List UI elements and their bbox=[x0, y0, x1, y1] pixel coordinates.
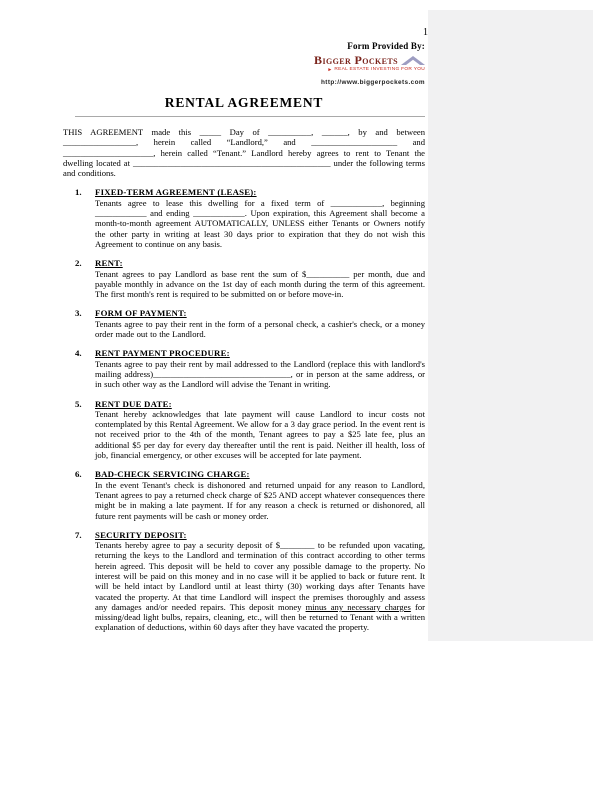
section-rent bbox=[63, 258, 425, 299]
section-number: 7. bbox=[75, 529, 82, 540]
numbered-sections bbox=[63, 187, 425, 632]
section-text-post: for missing/dead light bulbs, repairs, cleaning, etc., will then be returned to Tenant with a written explanation of deductions, within 60 days after they have vacated the property. bbox=[95, 601, 425, 633]
section-text: Tenants agree to pay their rent by mail addressed to the Landlord (replace this with landlord's mailing address)________________________________, or in person at the same address, or in such other way as the Landlord will advise the Tenant in writing. bbox=[95, 358, 425, 390]
section-fixed-term bbox=[63, 187, 425, 249]
section-rent-due-date bbox=[63, 399, 425, 461]
section-text-pre: Tenants hereby agree to pay a security deposit of $________ to be refunded upon vacating, returning the keys to the Landlord and termination of this contract according to other terms herein agreed. This deposit will be held to cover any possible damage to the property. No interest will be paid on this money and in no case will it be applied to back or future rent. It will be held intact by Landlord until at least thirty (30) working days after Tenants have vacated the property. At that time Landlord will inspect the premises thoroughly and assess any damages and/or needed repairs. This deposit money bbox=[95, 540, 425, 612]
brand-url: http://www.biggerpockets.com bbox=[321, 79, 425, 86]
brand-tagline: REAL ESTATE INVESTING FOR YOU bbox=[334, 67, 425, 72]
page-number: 1 bbox=[423, 27, 428, 38]
section-heading: RENT DUE DATE: bbox=[95, 398, 172, 409]
brand-wordmark: Bigger Pockets bbox=[314, 53, 398, 67]
section-text: In the event Tenant's check is dishonored and returned unpaid for any reason to Landlord, Tenant agrees to pay a returned check charge of $25 AND accept whatever consequences there might be in making a late payment. If for any reason a check is returned or dishonored, all future rent payments will be cash or money order. bbox=[95, 479, 425, 521]
section-text bbox=[95, 540, 425, 633]
document-body bbox=[63, 0, 425, 642]
intro-paragraph: THIS AGREEMENT made this _____ Day of __________, ______, by and between _________________, herein called “Landlord,” and ____________________ and _____________________, herein called “Tenant.” Landlord hereby agrees to rent to Tenant the dwelling located at ______________________________________________ under the following terms and conditions. bbox=[63, 127, 425, 179]
section-security-deposit bbox=[63, 530, 425, 633]
section-text-underlined: minus any necessary charges bbox=[305, 601, 411, 612]
document-title: RENTAL AGREEMENT bbox=[164, 95, 324, 110]
section-text: Tenant hereby acknowledges that late payment will cause Landlord to incur costs not contemplated by this Rental Agreement. We allow for a 3 day grace period. In the event rent is not received prior to the 4th of the month, Tenant agrees to pay a $25 late fee, plus an additional $5 per day for every day thereafter until the rent is paid. Neither ill health, loss of job, financial emergency, or other excuses will be accepted for late payment. bbox=[95, 408, 425, 461]
section-bad-check-charge bbox=[63, 469, 425, 520]
section-text: Tenants agree to pay their rent in the form of a personal check, a cashier's check, or a money order made out to the Landlord. bbox=[95, 318, 425, 340]
section-form-of-payment bbox=[63, 308, 425, 339]
tagline-arrow-icon: ► bbox=[327, 67, 333, 73]
section-number: 6. bbox=[75, 469, 82, 480]
section-heading: SECURITY DEPOSIT: bbox=[95, 529, 187, 540]
adjacent-gray-panel bbox=[428, 10, 593, 641]
section-number: 1. bbox=[75, 187, 82, 198]
section-heading: BAD-CHECK SERVICING CHARGE: bbox=[95, 469, 250, 480]
section-heading: FIXED-TERM AGREEMENT (LEASE): bbox=[95, 187, 257, 198]
section-heading: RENT PAYMENT PROCEDURE: bbox=[95, 348, 230, 359]
section-rent-payment-procedure bbox=[63, 348, 425, 389]
section-heading: RENT: bbox=[95, 258, 123, 269]
section-number: 5. bbox=[75, 398, 82, 409]
section-number: 4. bbox=[75, 348, 82, 359]
section-text: Tenant agrees to pay Landlord as base rent the sum of $__________ per month, due and payable monthly in advance on the 1st day of each month during the term of this agreement. The first month's rent is required to be submitted on or before move-in. bbox=[95, 268, 425, 300]
section-text: Tenants agree to lease this dwelling for a fixed term of ____________, beginning ____________ and ending ____________. Upon expiration, this Agreement shall become a month-to-month agreement AUTOMATICALLY, UNLESS either Tenants or Owners notify the other party in writing at least 30 days prior to expiration that they do not wish this Agreement to continue on any basis. bbox=[95, 197, 425, 249]
section-heading: FORM OF PAYMENT: bbox=[95, 308, 187, 319]
section-number: 3. bbox=[75, 308, 82, 319]
provider-label: Form Provided By: bbox=[347, 41, 425, 51]
section-number: 2. bbox=[75, 258, 82, 269]
title-divider bbox=[75, 116, 425, 117]
